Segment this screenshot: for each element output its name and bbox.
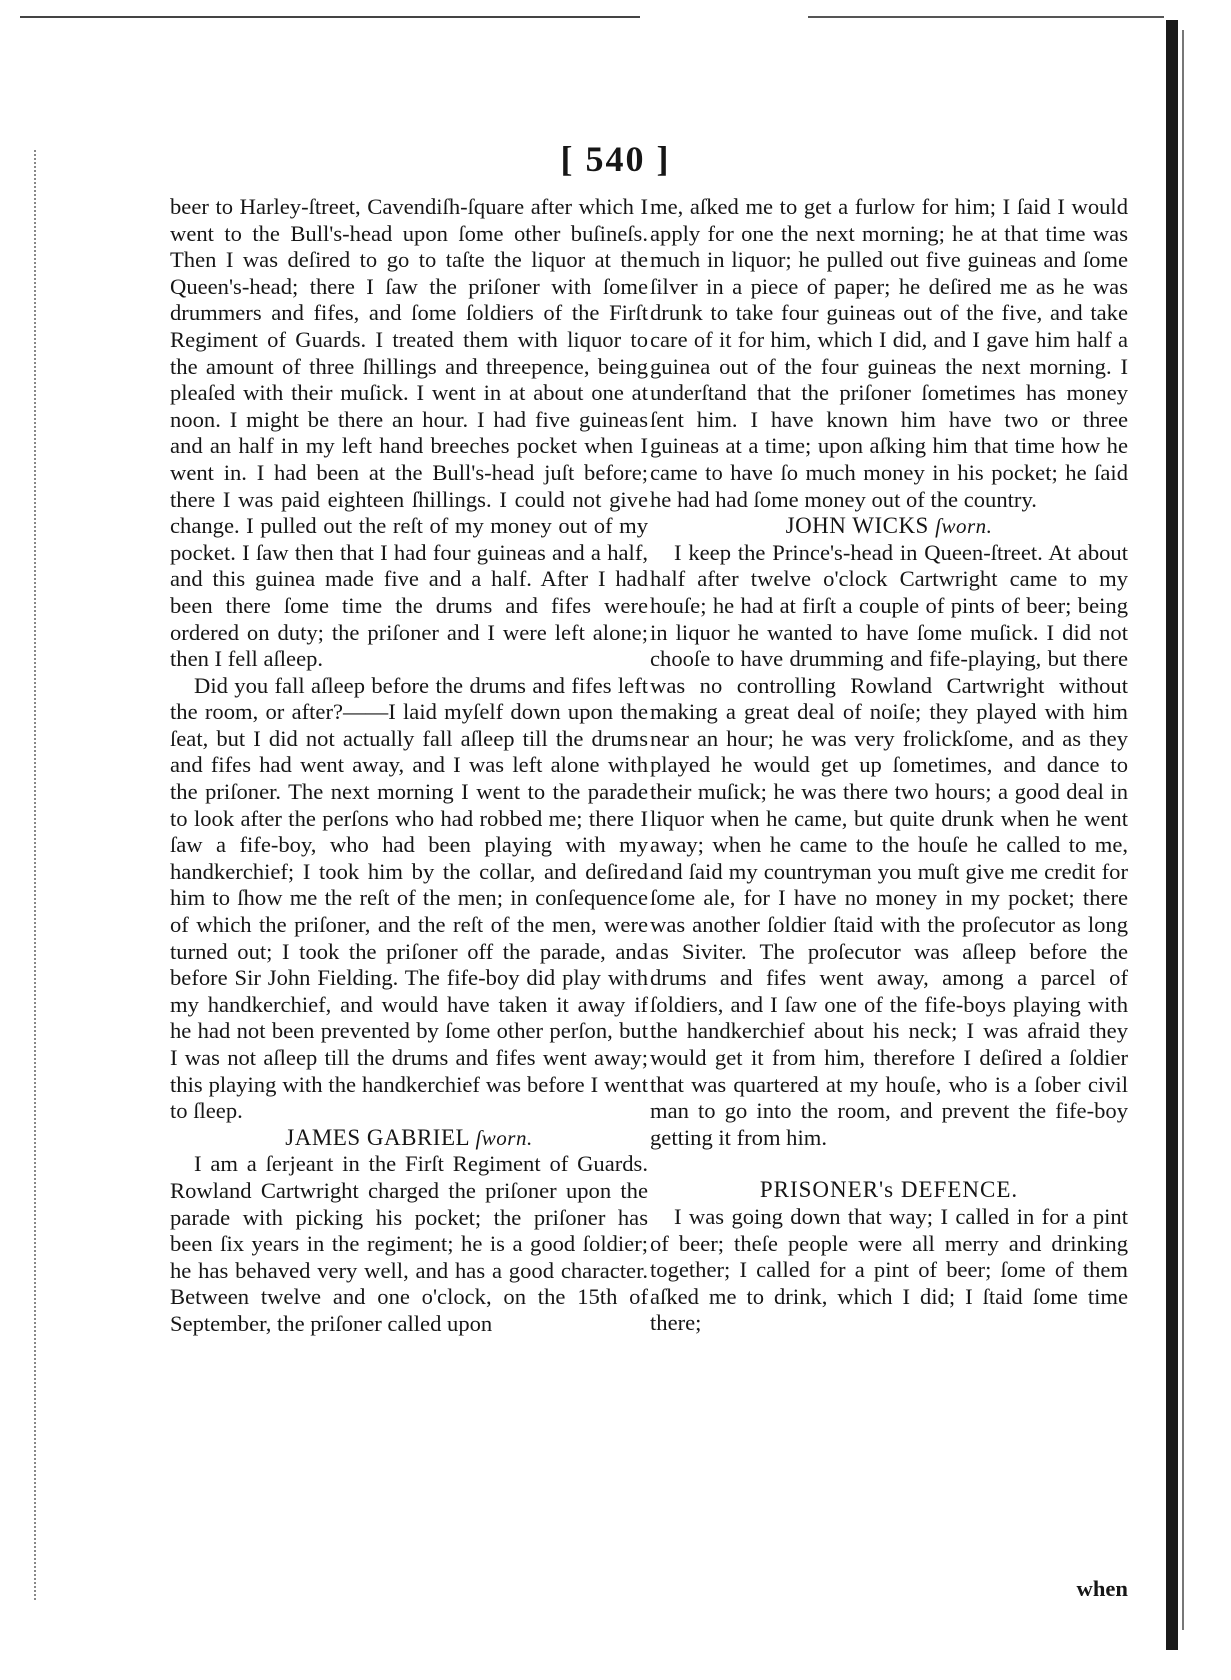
sworn-label: ſworn.: [935, 514, 993, 539]
witness-name: JOHN WICKS: [785, 513, 929, 539]
binding-edge: [1166, 20, 1178, 1650]
left-column: [170, 194, 648, 1338]
left-paragraph-2: Did you fall aſleep before the drums and fifes left the room, or after?——I laid myſelf down upon the ſeat, but I did not actually fall aſleep till the drums and fifes had went away, and I was left alone with the priſoner. The next morning I went to the parade to look after the perſons who had robbed me; there I ſaw a fife-boy, who had been playing with my handkerchief; I took him by the collar, and deſired him to ſhow me the reſt of the men; in conſequence of which the priſoner, and the reſt of the men, were turned out; I took the priſoner off the parade, and before Sir John Fielding. The fife-boy did play with my handkerchief, and would have taken it away if he had not been prevented by ſome other perſon, but I was not aſleep till the drums and fifes went away; this playing with the handkerchief was before I went to ſleep.: [170, 672, 648, 1124]
left-paragraph-3: I am a ſerjeant in the Firſt Regiment of Guards. Rowland Cartwright charged the priſoner upon the parade with picking his pocket; the priſoner has been ſix years in the regiment; he is a good ſoldier; he has behaved very well, and has a good character. Between twelve and one o'clock, on the 15th of September, the priſoner called upon: [170, 1151, 648, 1336]
witness-heading-james-gabriel: [170, 1125, 648, 1152]
right-paragraph-1: me, aſked me to get a furlow for him; I ſaid I would apply for one the next morning; he at that time was much in liquor; he pulled out five guineas and ſome ſilver in a piece of paper; he deſired me as he was drunk to take four guineas out of the five, and take care of it for him, which I did, and I gave him half a guinea out of the four guineas the next morning. I underſtand that the priſoner ſometimes has money ſent him. I have known him have two or three guineas at a time; upon aſking him that time how he came to have ſo much money in his pocket; he ſaid he had had ſome money out of the country.: [650, 194, 1128, 512]
left-paragraph-1: beer to Harley-ſtreet, Cavendiſh-ſquare after which I went to the Bull's-head upon ſome other buſineſs. Then I was deſired to go to taſte the liquor at the Queen's-head; there I ſaw the priſoner with ſome drummers and fifes, and ſome ſoldiers of the Firſt Regiment of Guards. I treated them with liquor to the amount of three ſhillings and threepence, being pleaſed with their muſick. I went in at about one at noon. I might be there an hour. I had five guineas and an half in my left hand breeches pocket when I went in. I had been at the Bull's-head juſt before; there I was paid eighteen ſhillings. I could not give change. I pulled out the reſt of my money out of my pocket. I ſaw then that I had four guineas and a half, and this guinea made five and a half. After I had been there ſome time the drums and fifes were ordered on duty; the priſoner and I were left alone; then I fell aſleep.: [170, 194, 648, 672]
right-column: [650, 194, 1128, 1337]
prisoner-defence-heading: PRISONER's DEFENCE.: [759, 1177, 1019, 1203]
witness-name: JAMES GABRIEL: [285, 1124, 470, 1150]
top-rule-right: [808, 16, 1164, 18]
catchword: when: [1076, 1576, 1128, 1601]
binding-inner-line: [1182, 30, 1184, 1630]
page-number: [ 540 ]: [560, 139, 671, 179]
witness-heading-john-wicks: [650, 513, 1128, 540]
top-rule: [20, 16, 640, 18]
right-paragraph-3: I was going down that way; I called in for a pint of beer; theſe people were all merry and drinking together; I called for a pint of beer; ſome of them aſked me to drink, which I did; I ſtaid ſome time there;: [650, 1203, 1128, 1336]
right-paragraph-2: I keep the Prince's-head in Queen-ſtreet. At about half after twelve o'clock Cartwright came to my houſe; he had at firſt a couple of pints of beer; being in liquor he wanted to have ſome muſick. I did not chooſe to have drumming and fife-playing, but there was no controlling Rowland Cartwright without making a great deal of noiſe; they played with him near an hour; he was very frolickſome, and as they played he would get up ſometimes, and dance to their muſick; he was there two hours; a good deal in liquor when he came, but quite drunk when he went away; when he came to the houſe he called to me, and ſaid my countryman you muſt give me credit for ſome ale, for I have no money in my pocket; there was another ſoldier ſtaid with the proſecutor as long as Siviter. The proſecutor was aſleep before the drums and fifes went away, among a parcel of ſoldiers, and I ſaw one of the fife-boys playing with the handkerchief about his neck; I was afraid they would get it from him, therefore I deſired a ſoldier that was quartered at my houſe, who is a ſober civil man to go into the room, and prevent the fife-boy getting it from him.: [650, 539, 1128, 1150]
gutter-marks: [34, 150, 40, 1600]
sworn-label: ſworn.: [475, 1125, 533, 1150]
